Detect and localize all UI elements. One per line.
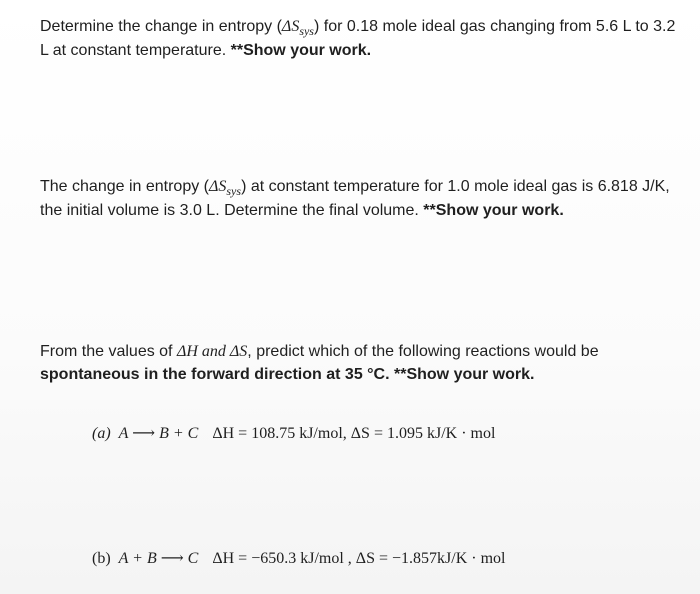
q2-text-start: The change in entropy ( xyxy=(40,178,209,195)
q3-text-middle: , predict which of the following reactions would be xyxy=(247,343,599,360)
q1-sys-subscript: sys xyxy=(299,24,314,38)
reaction-a-label: (a) xyxy=(92,425,111,442)
q1-text-end: ) for 0.18 mole ideal gas changing from 5.6 L to 3.2 L at constant temperature. xyxy=(40,18,676,59)
q2-sys-subscript: sys xyxy=(226,184,242,198)
reaction-b-label: (b) xyxy=(92,550,111,567)
q1-show-work: **Show your work. xyxy=(230,42,372,59)
q1-text-start: Determine the change in entropy ( xyxy=(40,18,282,35)
reaction-b xyxy=(92,548,505,568)
reaction-b-thermo: ΔH = −650.3 kJ/mol , ΔS = −1.857kJ/K · mol xyxy=(212,550,506,567)
question-1 xyxy=(40,15,680,62)
reaction-a-equation: A ⟶ B + C xyxy=(118,425,199,442)
q2-text-end: ) at constant temperature for 1.0 mole ideal gas is 6.818 J/K, the initial volume is 3.0 L. Determine the final volume. xyxy=(40,178,670,219)
question-3 xyxy=(40,340,680,386)
q3-delta-h-s: ΔH and ΔS xyxy=(176,343,248,360)
q2-delta-s: ΔS xyxy=(209,178,227,195)
q3-bold-instruction: spontaneous in the forward direction at 35 °C. **Show your work. xyxy=(40,366,535,383)
reaction-b-equation: A + B ⟶ C xyxy=(118,550,199,567)
reaction-a xyxy=(92,423,495,443)
question-2 xyxy=(40,175,680,222)
q1-delta-s: ΔS xyxy=(281,18,300,35)
reaction-a-thermo: ΔH = 108.75 kJ/mol, ΔS = 1.095 kJ/K · mol xyxy=(212,425,496,442)
q2-show-work: **Show your work. xyxy=(423,202,564,219)
q3-text-start: From the values of xyxy=(40,343,177,360)
